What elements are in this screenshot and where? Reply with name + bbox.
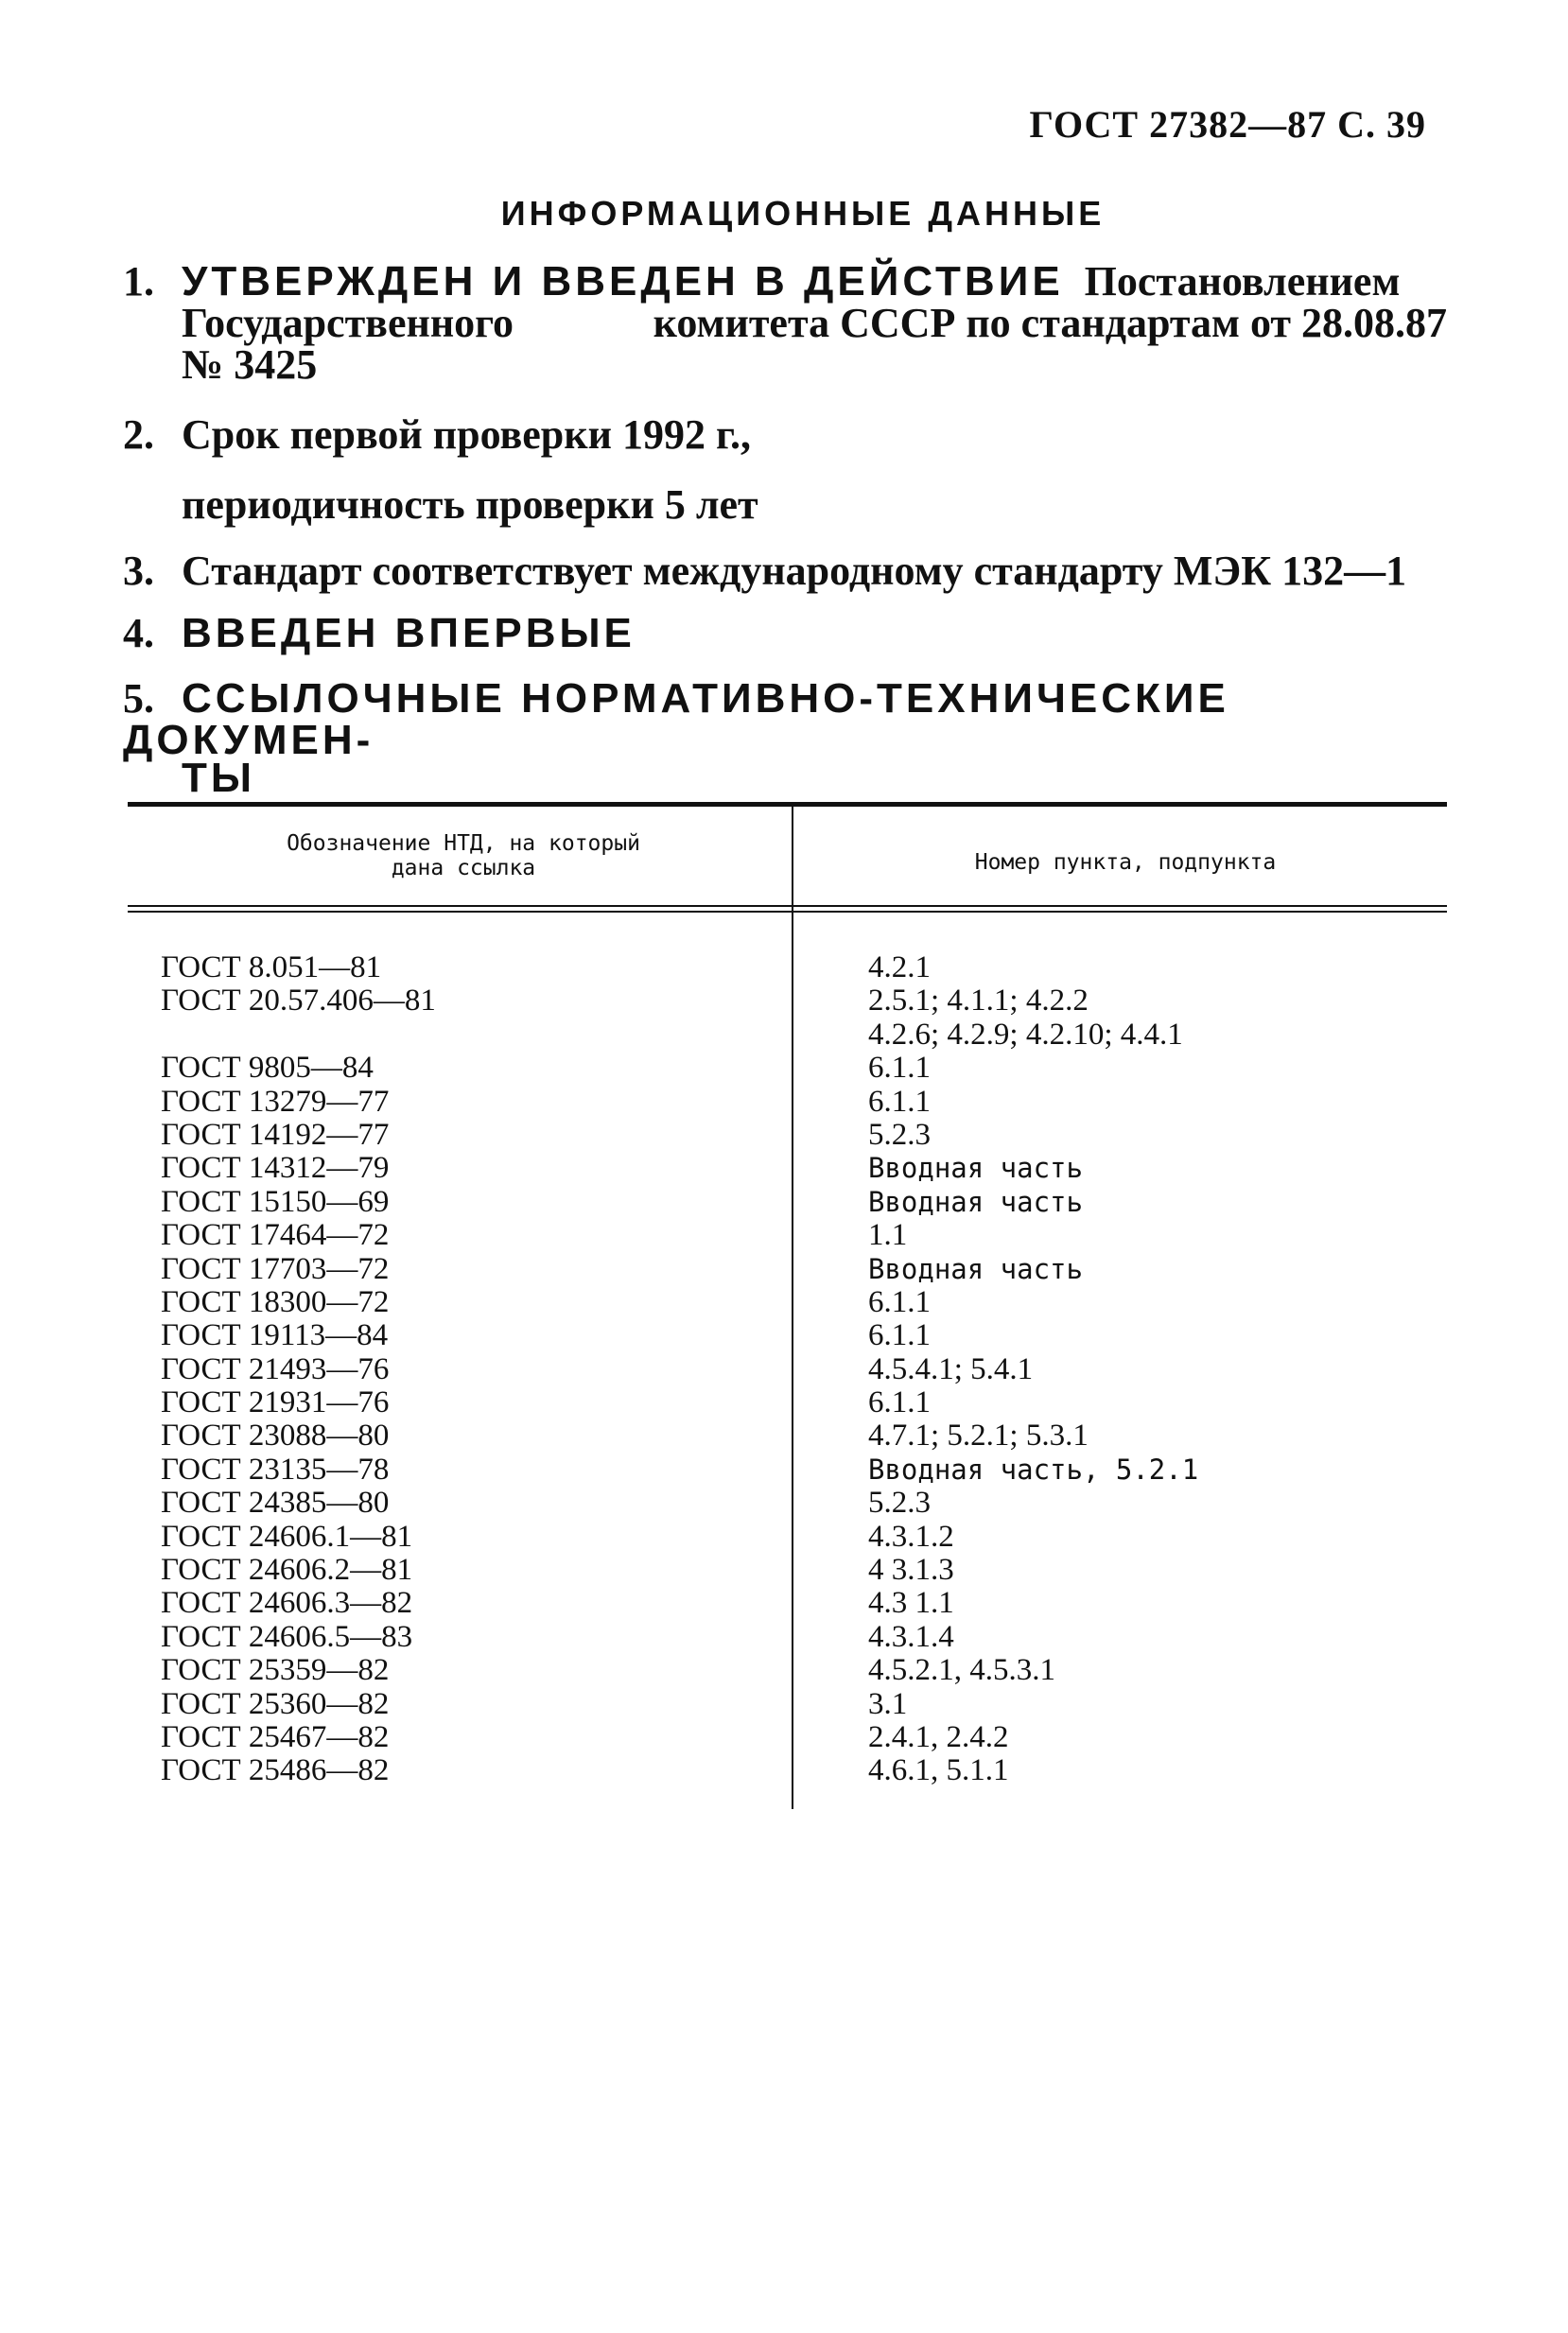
info-item-4 [123,610,1447,656]
table-cell-doc: ГОСТ 8.051—81 [161,950,382,984]
table-cell-ref: 4.5.4.1; 5.4.1 [868,1351,1034,1386]
table-cell-ref: 6.1.1 [868,1318,931,1353]
table-cell-doc: ГОСТ 17464—72 [161,1218,390,1253]
table-cell-doc: ГОСТ 9805—84 [161,1051,374,1086]
table-cell-doc: ГОСТ 13279—77 [161,1084,390,1119]
table-cell-ref: 5.2.3 [868,1486,931,1521]
item-text: Государственного [182,300,514,346]
item-text: Стандарт соответствует международному стандарту МЭК 132—1 [182,548,1407,594]
page-header: ГОСТ 27382—87 С. 39 [1029,103,1426,146]
table-cell-doc: ГОСТ 18300—72 [161,1284,390,1319]
item-caps-text: ССЫЛОЧНЫЕ НОРМАТИВНО-ТЕХНИЧЕСКИЕ ДОКУМЕН- [123,675,1229,763]
table-cell-doc: ГОСТ 14192—77 [161,1117,390,1152]
table-cell-ref: 4.2.6; 4.2.9; 4.2.10; 4.4.1 [868,1017,1183,1052]
table-cell-ref: 4.7.1; 5.2.1; 5.3.1 [868,1419,1089,1454]
item-caps-text: УТВЕРЖДЕН И ВВЕДЕН В ДЕЙСТВИЕ [182,258,1064,305]
table-cell-ref: 4.3.1.2 [868,1519,954,1554]
item-number: 4. [123,610,154,656]
table-cell-doc: ГОСТ 21931—76 [161,1385,390,1420]
table-header-ref: Номер пункта, подпункта [974,850,1277,875]
table-cell-ref: 4 3.1.3 [868,1553,954,1588]
table-cell-ref: 6.1.1 [868,1284,931,1319]
table-cell-ref: 2.4.1, 2.4.2 [868,1719,1009,1754]
table-cell-ref: 2.5.1; 4.1.1; 4.2.2 [868,984,1089,1019]
table-cell-ref: 5.2.3 [868,1117,931,1152]
table-cell-doc: ГОСТ 19113—84 [161,1318,389,1353]
header-line: дана ссылка [391,856,536,880]
table-cell-doc: ГОСТ 23135—78 [161,1452,390,1487]
info-item-2 [123,411,1447,458]
table-cell-ref: Вводная часть [868,1152,1083,1185]
info-item-5 [123,675,1447,801]
table-cell-ref: Вводная часть [868,1252,1083,1285]
table-cell-doc: ГОСТ 25359—82 [161,1653,390,1688]
table-cell-ref: 6.1.1 [868,1385,931,1420]
item-caps-text: ВВЕДЕН ВПЕРВЫЕ [182,610,636,656]
table-header-doc [170,831,757,880]
header-line: Обозначение НТД, на который [287,831,640,856]
table-header-rule [128,911,1447,913]
table-header-rule [128,905,1447,907]
table-cell-ref: 6.1.1 [868,1051,931,1086]
info-item-1 [123,258,1447,388]
item-text: № 3425 [182,341,318,388]
table-cell-doc: ГОСТ 24606.2—81 [161,1553,413,1588]
table-cell-ref: 4.5.2.1, 4.5.3.1 [868,1653,1055,1688]
info-item-3 [123,550,1447,592]
table-cell-ref: 6.1.1 [868,1084,931,1119]
table-cell-ref: 4.2.1 [868,950,931,984]
table-cell-doc: ГОСТ 24385—80 [161,1486,390,1521]
section-title: ИНФОРМАЦИОННЫЕ ДАННЫЕ [500,194,1106,233]
item-text: комитета СССР по стандартам от 28.08.87 [653,300,1447,346]
table-top-rule [128,802,1447,807]
item-number: 2. [123,411,154,458]
table-cell-doc: ГОСТ 24606.5—83 [161,1619,413,1654]
info-item-2-continuation [182,481,1506,528]
table-column-divider [792,807,793,1809]
item-text: Срок первой проверки 1992 г., [182,411,751,458]
table-cell-ref: 4.6.1, 5.1.1 [868,1753,1009,1788]
item-number: 1. [123,258,154,305]
table-cell-doc: ГОСТ 14312—79 [161,1151,390,1186]
table-cell-ref: 4.3.1.4 [868,1619,954,1654]
table-cell-doc: ГОСТ 21493—76 [161,1351,390,1386]
table-cell-ref: 1.1 [868,1218,908,1253]
table-cell-doc: ГОСТ 24606.3—82 [161,1586,413,1621]
table-cell-doc: ГОСТ 25486—82 [161,1753,390,1788]
table-cell-doc: ГОСТ 24606.1—81 [161,1519,413,1554]
item-text: Постановлением [1084,258,1401,305]
item-number: 5. [123,675,154,722]
table-column-refs [868,951,1436,1788]
table-cell-doc: ГОСТ 17703—72 [161,1251,390,1286]
table-cell-ref: 4.3 1.1 [868,1586,954,1621]
table-cell-doc: ГОСТ 25360—82 [161,1686,390,1721]
table-cell-ref: Вводная часть, 5.2.1 [868,1453,1199,1486]
table-cell-doc: ГОСТ 15150—69 [161,1184,390,1219]
table-cell-doc: ГОСТ 20.57.406—81 [161,984,436,1019]
item-number: 3. [123,548,154,594]
item-caps-text: ТЫ [182,755,255,801]
table-cell-ref: Вводная часть [868,1185,1083,1218]
table-cell-doc: ГОСТ 23088—80 [161,1419,390,1454]
table-cell-doc: ГОСТ 25467—82 [161,1720,390,1754]
table-cell-ref: 3.1 [868,1686,908,1721]
item-text: периодичность проверки 5 лет [182,481,758,528]
table-column-docs [161,951,766,1788]
